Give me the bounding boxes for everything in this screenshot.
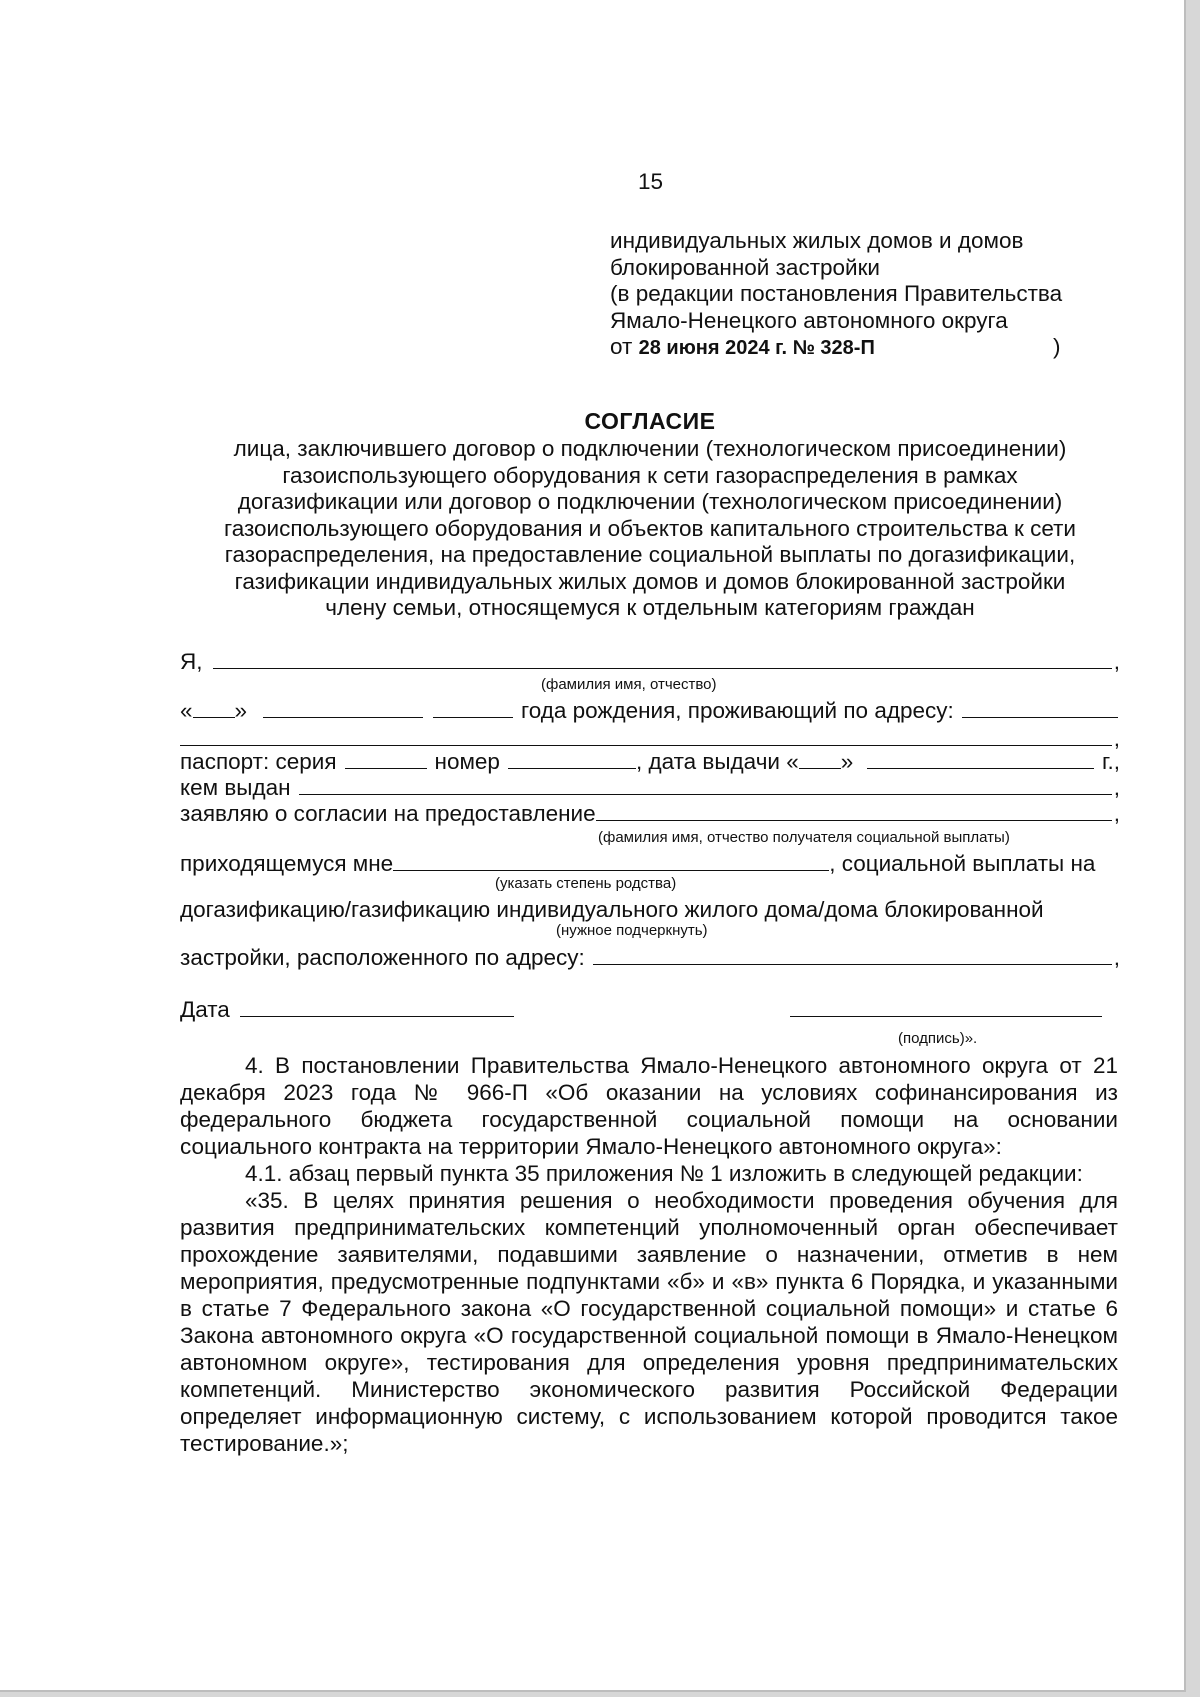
paragraph-4-1: 4.1. абзац первый пункта 35 приложения № 1 изложить в следующей редакции: bbox=[245, 1161, 1083, 1186]
prikhod-label: приходящемуся мне bbox=[180, 851, 394, 876]
header-line: Ямало-Ненецкого автономного округа bbox=[610, 307, 1008, 333]
form-row-recipient bbox=[180, 800, 1120, 827]
header-close-paren: ) bbox=[1053, 334, 1061, 359]
subtitle-line: газоиспользующего оборудования и объектов капитального строительства к сети bbox=[223, 515, 1076, 541]
quote-close: » bbox=[840, 749, 854, 774]
dogaz-line: догазификацию/газификацию индивидуального жилого дома/дома блокированной bbox=[180, 897, 1044, 922]
comma: , bbox=[1113, 775, 1120, 800]
form-row-birth bbox=[180, 697, 1120, 724]
g-label: г., bbox=[1102, 749, 1120, 774]
ya-label: Я, bbox=[180, 649, 203, 674]
subtitle-line: лица, заключившего договор о подключении (технологическом присоединении) bbox=[233, 436, 1067, 461]
document-subtitle bbox=[180, 436, 1120, 622]
document-header bbox=[610, 228, 1130, 362]
subtitle-line: догазификации или договор о подключении (технологическом присоединении) bbox=[237, 489, 1063, 514]
relation-hint: (указать степень родства) bbox=[495, 875, 677, 892]
passport-number-field[interactable] bbox=[508, 750, 636, 769]
header-line: индивидуальных жилых домов и домов bbox=[610, 228, 1024, 253]
comma: , bbox=[1113, 801, 1120, 826]
comma: , bbox=[1113, 945, 1120, 970]
recipient-field[interactable] bbox=[596, 802, 1112, 821]
signature-field[interactable] bbox=[790, 998, 1102, 1017]
header-line: (в редакции постановления Правительства bbox=[610, 281, 1063, 306]
form-row-object-address bbox=[180, 944, 1120, 971]
body-text bbox=[180, 1052, 1118, 1457]
zastroyki-label: застройки, расположенного по адресу: bbox=[180, 945, 585, 970]
fio-hint: (фамилия имя, отчество) bbox=[541, 676, 717, 693]
kem-vydan-label: кем выдан bbox=[180, 775, 291, 800]
fio-field[interactable] bbox=[213, 650, 1112, 669]
issuer-field[interactable] bbox=[299, 776, 1112, 795]
paragraph-35: «35. В целях принятия решения о необходимости проведения обучения для развития предпринимательских компетенций уполномоченный орган обеспечивает прохождение заявителями, подавшими заявление о назначении, отметив в нем мероприятия, предусмотренные подпунктами «б» и «в» пункта 6 Порядка, и указанными в статье 7 Федерального закона «О государственной социальной помощи» и статье 6 Закона автономного округа «О государственной социальной помощи в Ямало-Ненецком автономном округе», тестирования для определения уровня предпринимательских компетенций. Министерство экономического развития Российской Федерации определяет информационную систему, с использованием которой проводится такое тестирование.»; bbox=[180, 1188, 1118, 1456]
issue-month-year-field[interactable] bbox=[867, 750, 1094, 769]
date-label: Дата bbox=[180, 997, 230, 1022]
subtitle-line: газификации индивидуальных жилых домов и домов блокированной застройки bbox=[234, 568, 1066, 594]
comma: , bbox=[1113, 726, 1120, 751]
comma: , bbox=[1113, 649, 1120, 674]
relation-field[interactable] bbox=[393, 852, 829, 871]
birth-text: года рождения, проживающий по адресу: bbox=[521, 698, 954, 723]
birth-year-field[interactable] bbox=[433, 699, 513, 718]
form-row-kem-vydan bbox=[180, 774, 1120, 801]
issue-day-field[interactable] bbox=[799, 750, 841, 769]
subtitle-line: члену семьи, относящемуся к отдельным категориям граждан bbox=[325, 595, 975, 620]
nomer-label: номер bbox=[434, 749, 500, 774]
quote-close: » bbox=[234, 698, 248, 723]
header-ot: от bbox=[610, 334, 633, 359]
issue-date-label: , дата выдачи « bbox=[635, 749, 799, 774]
form-row-relation bbox=[180, 850, 1120, 877]
object-address-field[interactable] bbox=[593, 946, 1112, 965]
form-row-fio bbox=[180, 648, 1120, 675]
passport-series-field[interactable] bbox=[345, 750, 427, 769]
birth-day-field[interactable] bbox=[193, 699, 235, 718]
form-row-passport bbox=[180, 748, 1120, 775]
form-row-date-signature bbox=[180, 996, 1120, 1023]
subtitle-line: газоиспользующего оборудования к сети газораспределения в рамках bbox=[282, 462, 1018, 488]
subtitle-line: газораспределения, на предоставление социальной выплаты по догазификации, bbox=[224, 542, 1076, 567]
address-field-line2[interactable] bbox=[180, 727, 1112, 746]
page-number: 15 bbox=[638, 169, 664, 194]
zayavlyayu-label: заявляю о согласии на предоставление bbox=[180, 801, 596, 826]
birth-month-field[interactable] bbox=[263, 699, 423, 718]
date-field[interactable] bbox=[240, 998, 514, 1017]
address-field[interactable] bbox=[962, 699, 1118, 718]
quote-open: « bbox=[180, 698, 193, 723]
podcherknut-hint: (нужное подчеркнуть) bbox=[556, 922, 708, 939]
signature-hint: (подпись)». bbox=[898, 1030, 978, 1047]
recipient-hint: (фамилия имя, отчество получателя социальной выплаты) bbox=[598, 829, 1010, 846]
header-line: блокированной застройки bbox=[610, 254, 880, 280]
header-date: 28 июня 2024 г. № 328-П bbox=[638, 337, 875, 359]
header-date-line bbox=[610, 334, 1130, 362]
passport-label: паспорт: серия bbox=[180, 749, 337, 774]
document-title: СОГЛАСИЕ bbox=[584, 408, 716, 434]
soc-vyplaty-label: , социальной выплаты на bbox=[829, 851, 1096, 876]
paragraph-4: 4. В постановлении Правительства Ямало-Ненецкого автономного округа от 21 декабря 2023 года № 966-П «Об оказании на условиях софинансирования из федерального бюджета государственной социальной помощи на основании социального контракта на территории Ямало-Ненецкого автономного округа»: bbox=[180, 1053, 1118, 1159]
